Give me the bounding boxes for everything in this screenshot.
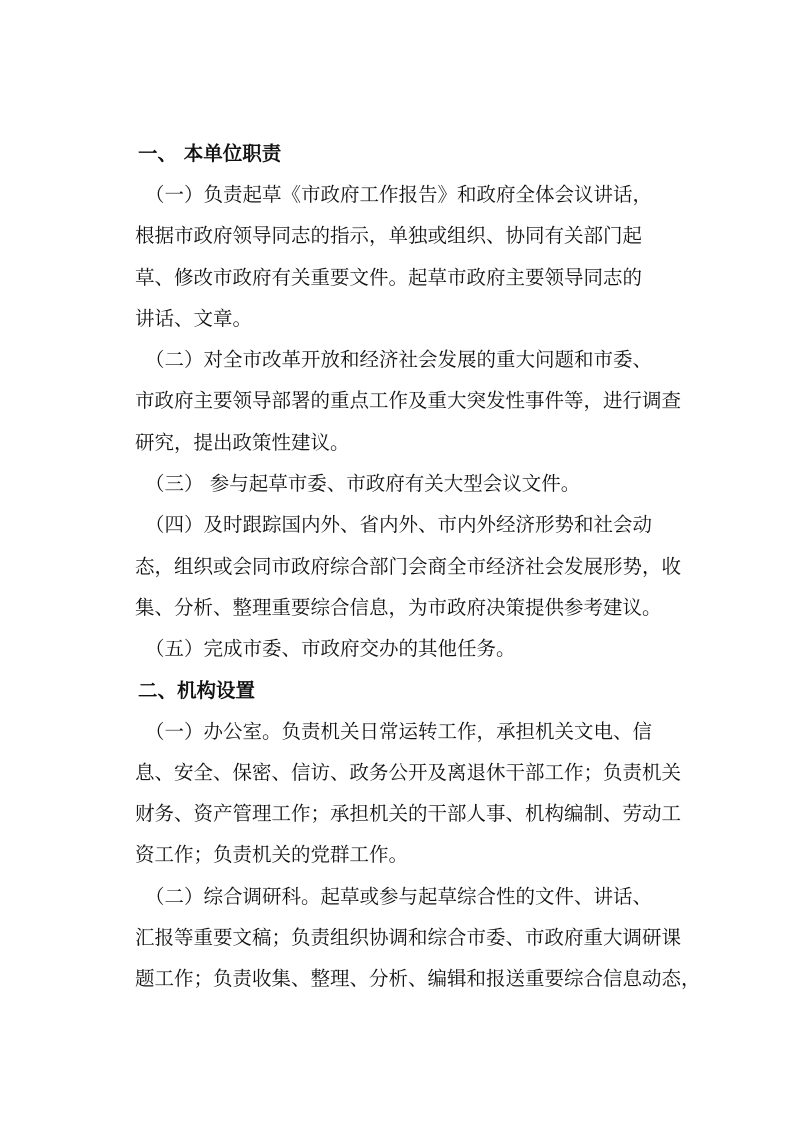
text-line: 集、分析、整理重要综合信息，为市政府决策提供参考建议。: [135, 595, 662, 619]
section-heading-organization: 二、机构设置: [138, 678, 256, 702]
text-line: 资工作；负责机关的党群工作。: [135, 843, 409, 867]
section-heading-duties: 一、 本单位职责: [138, 142, 282, 165]
text-line: 财务、资产管理工作；承担机关的干部人事、机构编制、劳动工: [135, 802, 682, 826]
text-line: （一）负责起草《市政府工作报告》和政府全体会议讲话，: [145, 183, 653, 206]
text-line: 草、修改市政府有关重要文件。起草市政府主要领导同志的: [135, 265, 643, 289]
text-line: 态，组织或会同市政府综合部门会商全市经济社会发展形势，收: [135, 554, 682, 578]
paragraph-duty-5: [138, 628, 696, 669]
text-line: 根据市政府领导同志的指示，单独或组织、协同有关部门起: [135, 224, 643, 248]
text-line: 题工作；负责收集、整理、分析、编辑和报送重要综合信息动态，: [135, 967, 701, 991]
text-line: （一）办公室。负责机关日常运转工作，承担机关文电、信: [145, 719, 653, 743]
text-line: （二）综合调研科。起草或参与起草综合性的文件、讲话、: [145, 884, 653, 908]
paragraph-duty-2: [135, 339, 696, 463]
text-line: 讲话、文章。: [135, 306, 253, 330]
text-line: 汇报等重要文稿；负责组织协调和综合市委、市政府重大调研课: [135, 926, 682, 950]
text-line: （四）及时跟踪国内外、省内外、市内外经济形势和社会动: [145, 513, 653, 537]
text-line: 研究，提出政策性建议。: [135, 430, 350, 454]
paragraph-org-2: [135, 876, 701, 1000]
paragraph-org-1: [135, 711, 696, 876]
document-body: [135, 133, 701, 1000]
paragraph-duty-1: [135, 174, 696, 339]
text-line: （三） 参与起草市委、市政府有关大型会议文件。: [145, 472, 581, 496]
text-line: 息、安全、保密、信访、政务公开及离退休干部工作；负责机关: [135, 760, 682, 784]
paragraph-duty-3: [138, 463, 696, 504]
text-line: （五）完成市委、市政府交办的其他任务。: [145, 637, 516, 661]
text-line: 市政府主要领导部署的重点工作及重大突发性事件等，进行调查: [135, 389, 682, 413]
text-line: （二）对全市改革开放和经济社会发展的重大问题和市委、: [145, 348, 653, 372]
paragraph-duty-4: [135, 504, 696, 628]
